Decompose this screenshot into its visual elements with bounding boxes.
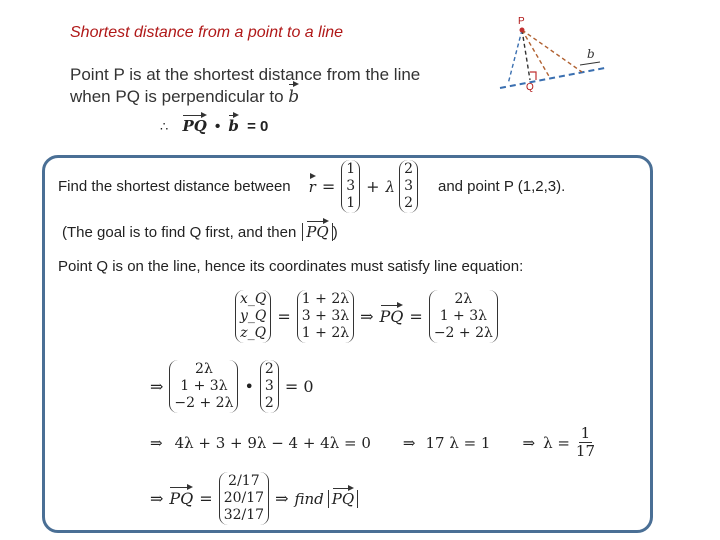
goal-text: (The goal is to find Q first, and then (62, 223, 297, 241)
direction-vector (399, 160, 418, 213)
vector-entry: 32/17 (223, 507, 265, 523)
vector-entry: 2 (264, 361, 274, 377)
equals-sign: = (409, 307, 423, 326)
simplified-equation: 17 λ = 1 (425, 433, 491, 452)
implies-symbol: ⇒ (150, 433, 163, 452)
dot-product-condition (160, 117, 268, 135)
vector-entry: 2 (404, 195, 413, 211)
lambda-equals: λ = (543, 433, 570, 452)
vector-entry: −2 + 2λ (433, 325, 493, 341)
plus-sign: + (366, 177, 380, 196)
perpendicular-diagram (470, 10, 620, 100)
pq-vector (169, 360, 238, 413)
vector-pq: PQ (169, 489, 194, 508)
vector-entry: 1 + 2λ (301, 291, 350, 307)
direction-vector (260, 360, 279, 413)
vector-entry: −2 + 2λ (174, 395, 234, 411)
goal-vector-pq: PQ (306, 223, 329, 241)
linear-equation-row (150, 425, 595, 460)
dot-operator: • (244, 377, 254, 396)
expanded-equation: 4λ + 3 + 9λ − 4 + 4λ = 0 (174, 433, 371, 452)
find-text: Find the shortest distance between (58, 178, 291, 195)
intro-line-2 (70, 86, 420, 108)
vector-entry: 3 (346, 178, 356, 194)
magnitude-pq (302, 223, 332, 241)
goal-note (62, 223, 338, 241)
position-vector (341, 160, 360, 213)
goal-close: ) (332, 223, 338, 241)
implies-symbol: ⇒ (522, 433, 536, 452)
segment-right-2 (522, 30, 582, 72)
problem-statement (58, 160, 565, 213)
vector-entry: 1 + 3λ (180, 378, 228, 394)
find-word: find (294, 489, 324, 508)
label-q: Q (526, 82, 534, 93)
vector-entry: 2/17 (228, 473, 260, 489)
equals-zero: = 0 (284, 377, 314, 396)
lambda-fraction (576, 425, 595, 460)
vector-entry: 1 + 3λ (439, 308, 488, 324)
result-row (150, 472, 358, 525)
lambda-symbol: λ (385, 177, 396, 196)
vector-b: b (228, 117, 239, 135)
vector-entry: 20/17 (223, 490, 265, 506)
equals-sign: = (199, 489, 213, 508)
vector-entry: 2λ (195, 361, 213, 377)
q-parametric-vector (297, 290, 354, 343)
equals-sign: = (277, 307, 291, 326)
therefore-symbol: ∴ (160, 119, 169, 134)
and-point-text: and point P (1,2,3). (437, 178, 566, 195)
vector-entry: 2 (404, 161, 413, 177)
right-angle-mark (530, 72, 536, 80)
vector-pq: PQ (379, 307, 404, 326)
pq-result-vector (219, 472, 269, 525)
implies-symbol: ⇒ (275, 489, 289, 508)
label-p: P (518, 16, 525, 27)
intro-vector-b: b (288, 87, 300, 107)
fraction-numerator: 1 (580, 424, 591, 442)
fraction-denominator: 17 (575, 442, 595, 460)
find-vector-pq: PQ (331, 489, 355, 508)
equals-sign: = (321, 177, 336, 196)
implies-symbol: ⇒ (150, 489, 164, 508)
q-coordinates-vector (235, 290, 271, 343)
vector-entry: 2λ (454, 291, 473, 307)
vector-entry: 3 (404, 178, 413, 194)
q-coordinate-equation (235, 290, 498, 343)
segment-left (508, 30, 522, 84)
vector-entry: 2 (264, 395, 274, 411)
pq-vector (429, 290, 498, 343)
vector-entry: 3 (264, 378, 274, 394)
vector-entry: 1 + 2λ (301, 325, 350, 341)
vector-entry: 3 + 3λ (301, 308, 350, 324)
vector-entry: 1 (346, 195, 356, 211)
magnitude-pq (328, 490, 358, 508)
point-q-statement: Point Q is on the line, hence its coordinates must satisfy line equation: (58, 258, 524, 275)
implies-symbol: ⇒ (360, 307, 374, 326)
line-direction (500, 68, 605, 88)
slide-title: Shortest distance from a point to a line (70, 24, 344, 41)
implies-symbol: ⇒ (150, 377, 164, 396)
vector-entry: y_Q (240, 308, 267, 324)
intro-line-1: Point P is at the shortest distance from the line (70, 65, 421, 84)
equals-zero: = 0 (247, 118, 269, 135)
vector-pq: PQ (182, 117, 207, 135)
dot-operator: • (214, 118, 221, 135)
vector-b-arrow (580, 62, 600, 65)
label-b: b (587, 47, 595, 61)
intro-line-2-text: when PQ is perpendicular to (70, 87, 284, 106)
implies-symbol: ⇒ (402, 433, 416, 452)
vector-entry: z_Q (240, 325, 267, 341)
vector-r: r (308, 177, 316, 196)
vector-entry: 1 (346, 161, 356, 177)
point-p-dot (520, 28, 525, 33)
vector-entry: x_Q (240, 291, 267, 307)
dot-product-equation (150, 360, 320, 413)
intro-text (70, 64, 420, 108)
